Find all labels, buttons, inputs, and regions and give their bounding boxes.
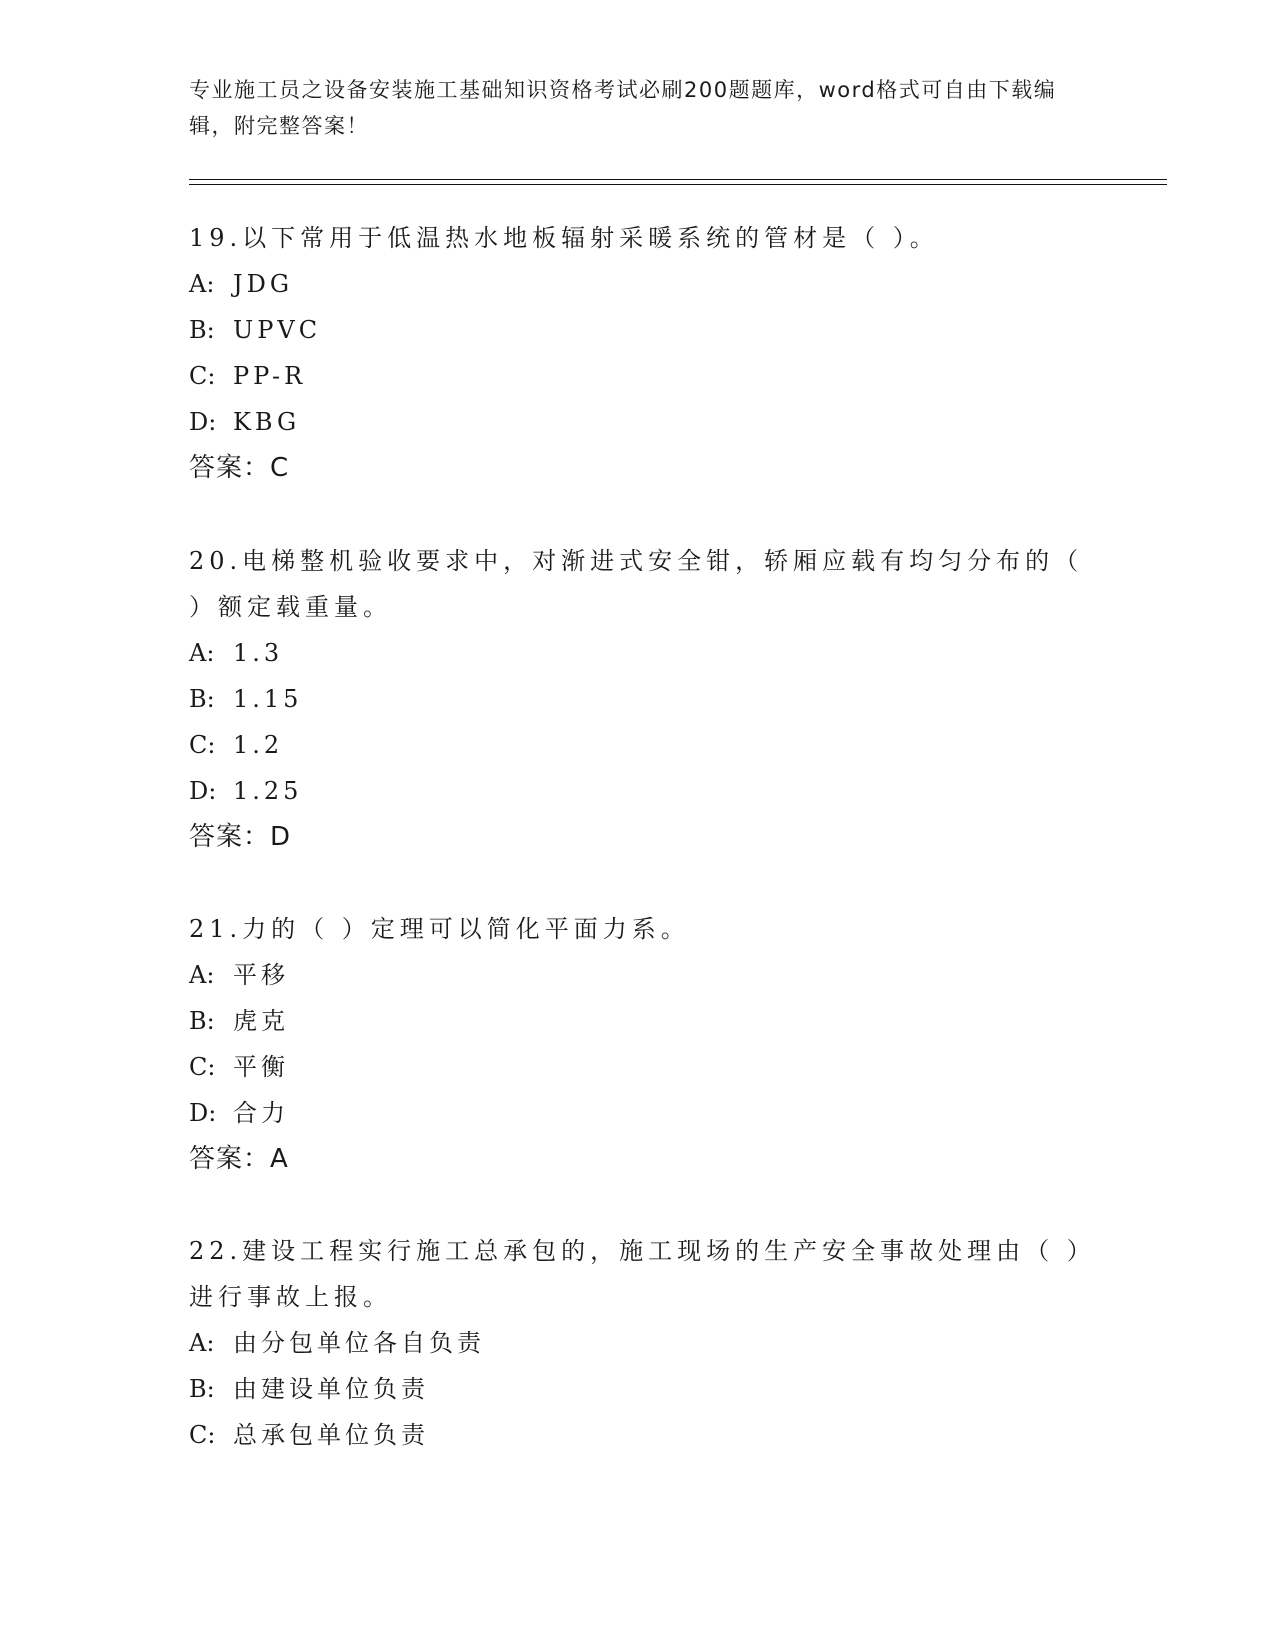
question-stem: 19.以下常用于低温热水地板辐射采暖系统的管材是（ ）。 (189, 224, 939, 252)
option-text: 平移 (233, 961, 289, 989)
option-c (189, 1412, 1089, 1458)
option-b (189, 676, 1089, 722)
option-key: C: (189, 1421, 216, 1449)
option-text: JDG (233, 270, 294, 298)
question-20 (189, 538, 1089, 860)
header-divider (189, 179, 1167, 185)
option-text: 总承包单位负责 (233, 1421, 429, 1449)
question-21 (189, 906, 1089, 1182)
question-22 (189, 1228, 1089, 1458)
option-text: 1.2 (233, 731, 284, 759)
option-key: A: (189, 639, 215, 667)
page-header: 专业施工员之设备安装施工基础知识资格考试必刷200题题库，word格式可自由下载编辑，附完整答案！ (189, 78, 1057, 138)
option-text: 虎克 (233, 1007, 289, 1035)
question-stem: 20.电梯整机验收要求中，对渐进式安全钳，轿厢应载有均匀分布的（ ）额定载重量。 (189, 547, 1084, 621)
option-text: 1.25 (233, 777, 303, 805)
option-key: C: (189, 1053, 216, 1081)
option-key: B: (189, 316, 215, 344)
option-d (189, 768, 1089, 814)
answer-line: 答案：D (189, 822, 292, 852)
option-c (189, 722, 1089, 768)
option-b (189, 307, 1089, 353)
option-c (189, 353, 1089, 399)
option-text: 合力 (233, 1099, 289, 1127)
option-text: UPVC (233, 316, 322, 344)
option-key: A: (189, 961, 215, 989)
option-b (189, 998, 1089, 1044)
option-text: 由分包单位各自负责 (233, 1329, 485, 1357)
answer-line: 答案：C (189, 453, 290, 483)
option-a (189, 1320, 1089, 1366)
option-key: B: (189, 1375, 215, 1403)
option-key: C: (189, 731, 216, 759)
option-d (189, 1090, 1089, 1136)
question-stem: 22.建设工程实行施工总承包的，施工现场的生产安全事故处理由（ ）进行事故上报。 (189, 1237, 1084, 1311)
question-stem: 21.力的（ ）定理可以简化平面力系。 (189, 915, 690, 943)
option-b (189, 1366, 1089, 1412)
option-key: C: (189, 362, 216, 390)
option-key: D: (189, 408, 217, 436)
option-text: PP-R (233, 362, 307, 390)
option-d (189, 399, 1089, 445)
option-a (189, 952, 1089, 998)
option-key: D: (189, 1099, 217, 1127)
option-key: D: (189, 777, 217, 805)
option-key: A: (189, 270, 215, 298)
option-key: B: (189, 1007, 215, 1035)
question-19 (189, 215, 1089, 491)
option-text: KBG (233, 408, 301, 436)
option-a (189, 630, 1089, 676)
option-c (189, 1044, 1089, 1090)
option-text: 1.15 (233, 685, 303, 713)
option-a (189, 261, 1089, 307)
option-key: A: (189, 1329, 215, 1357)
option-text: 平衡 (233, 1053, 289, 1081)
option-key: B: (189, 685, 215, 713)
option-text: 由建设单位负责 (233, 1375, 429, 1403)
option-text: 1.3 (233, 639, 284, 667)
answer-line: 答案：A (189, 1144, 289, 1174)
